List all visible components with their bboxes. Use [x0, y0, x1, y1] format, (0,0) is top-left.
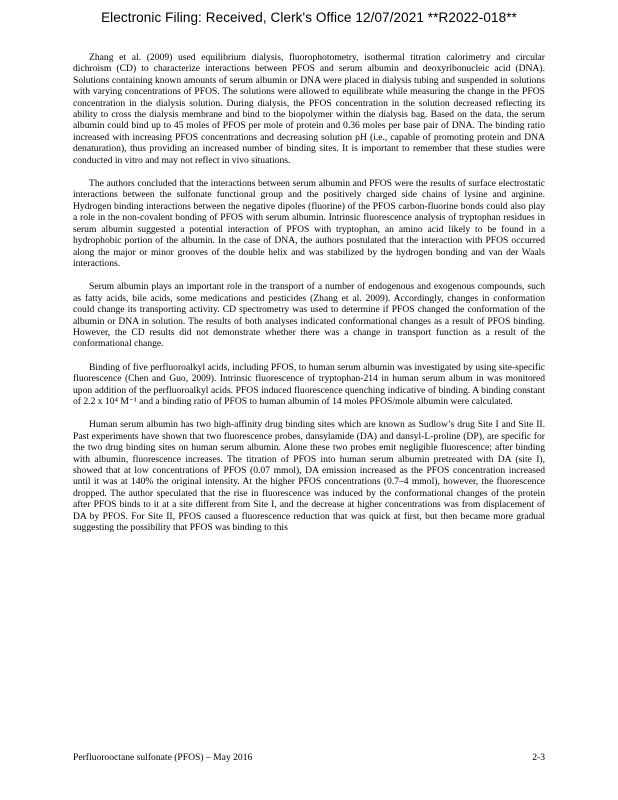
page-header: Electronic Filing: Received, Clerk's Office 12/07/2021 **R2022-018**: [101, 10, 517, 25]
page-number: 2-3: [532, 752, 545, 763]
paragraph: Human serum albumin has two high-affinity drug binding sites which are known as Sudlow’s drug Site I and Site II. Past experiments have shown that two fluorescence probes, dansylamide (DA) and dansyl-L-proline (DP), are specific for the two drug binding sites on human serum albumin. Alone these two probes emit negligible fluorescence; after binding with albumin, fluorescence increases. The titration of PFOS into human serum albumin pretreated with DA (site I), showed that at low concentrations of PFOS (0.07 mmol), DA emission increased as the PFOS concentration increased until it was at 140% the original intensity. At the higher PFOS concentrations (0.7–4 mmol), however, the fluorescence dropped. The author speculated that the rise in fluorescence was induced by the conformational changes of the protein after PFOS binds to it at a site different from Site I, and the decrease at higher concentrations was from displacement of DA by PFOS. For Site II, PFOS caused a fluorescence reduction that was quick at first, but then became more gradual suggesting the possibility that PFOS was binding to this: [73, 419, 545, 534]
paragraph: Serum albumin plays an important role in the transport of a number of endogenous and exogenous compounds, such as fatty acids, bile acids, some medications and pesticides (Zhang et al. 2009). Accordingly, changes in conformation could change its transporting activity. CD spectrometry was used to determine if PFOS changed the conformation of the albumin or DNA in solution. The results of both analyses indicated conformational changes as a result of PFOS binding. However, the CD results did not demonstrate whether there was a change in transport function as a result of the conformational change.: [73, 281, 545, 350]
paragraph: The authors concluded that the interactions between serum albumin and PFOS were the results of surface electrostatic interactions between the sulfonate functional group and the positively charged side chains of lysine and arginine. Hydrogen binding interactions between the negative dipoles (fluorine) of the PFOS carbon-fluorine bonds could also play a role in the non-covalent bonding of PFOS with serum albumin. Intrinsic fluorescence analysis of tryptophan residues in serum albumin suggested a potential interaction of PFOS with tryptophan, an amino acid likely to be found in a hydrophobic portion of the albumin. In the case of DNA, the authors postulated that the interaction with PFOS occurred along the major or minor grooves of the double helix and was stabilized by the hydrogen bonding and van der Waals interactions.: [73, 178, 545, 269]
document-body: [73, 52, 545, 545]
paragraph: Zhang et al. (2009) used equilibrium dialysis, fluorophotometry, isothermal titration calorimetry and circular dichroism (CD) to characterize interactions between PFOS and serum albumin and deoxyribonucleic acid (DNA). Solutions containing known amounts of serum albumin or DNA were placed in dialysis tubing and suspended in solutions with varying concentrations of PFOS. The solutions were allowed to equilibrate while measuring the change in the PFOS concentration in the dialysis solution. During dialysis, the PFOS concentration in the solution decreased reflecting its ability to cross the dialysis membrane and bind to the biopolymer within the dialysis bag. Based on the data, the serum albumin could bind up to 45 moles of PFOS per mole of protein and 0.36 moles per base pair of DNA. The binding ratio increased with increasing PFOS concentrations and decreasing solution pH (i.e., capable of promoting protein and DNA denaturation), thus providing an increased number of binding sites. It is important to remember that these studies were conducted in vitro and may not reflect in vivo situations.: [73, 52, 545, 166]
footer-document-title: Perfluorooctane sulfonate (PFOS) – May 2016: [73, 752, 253, 763]
paragraph: Binding of five perfluoroalkyl acids, including PFOS, to human serum albumin was investigated by using site-specific fluorescence (Chen and Guo, 2009). Intrinsic fluorescence of tryptophan-214 in human serum album in was monitored upon addition of the perfluoroalkyl acids. PFOS induced fluorescence quenching indicative of binding. A binding constant of 2.2 x 10⁴ M⁻¹ and a binding ratio of PFOS to human albumin of 14 moles PFOS/mole albumin were calculated.: [73, 361, 545, 407]
page-footer: [73, 752, 545, 763]
